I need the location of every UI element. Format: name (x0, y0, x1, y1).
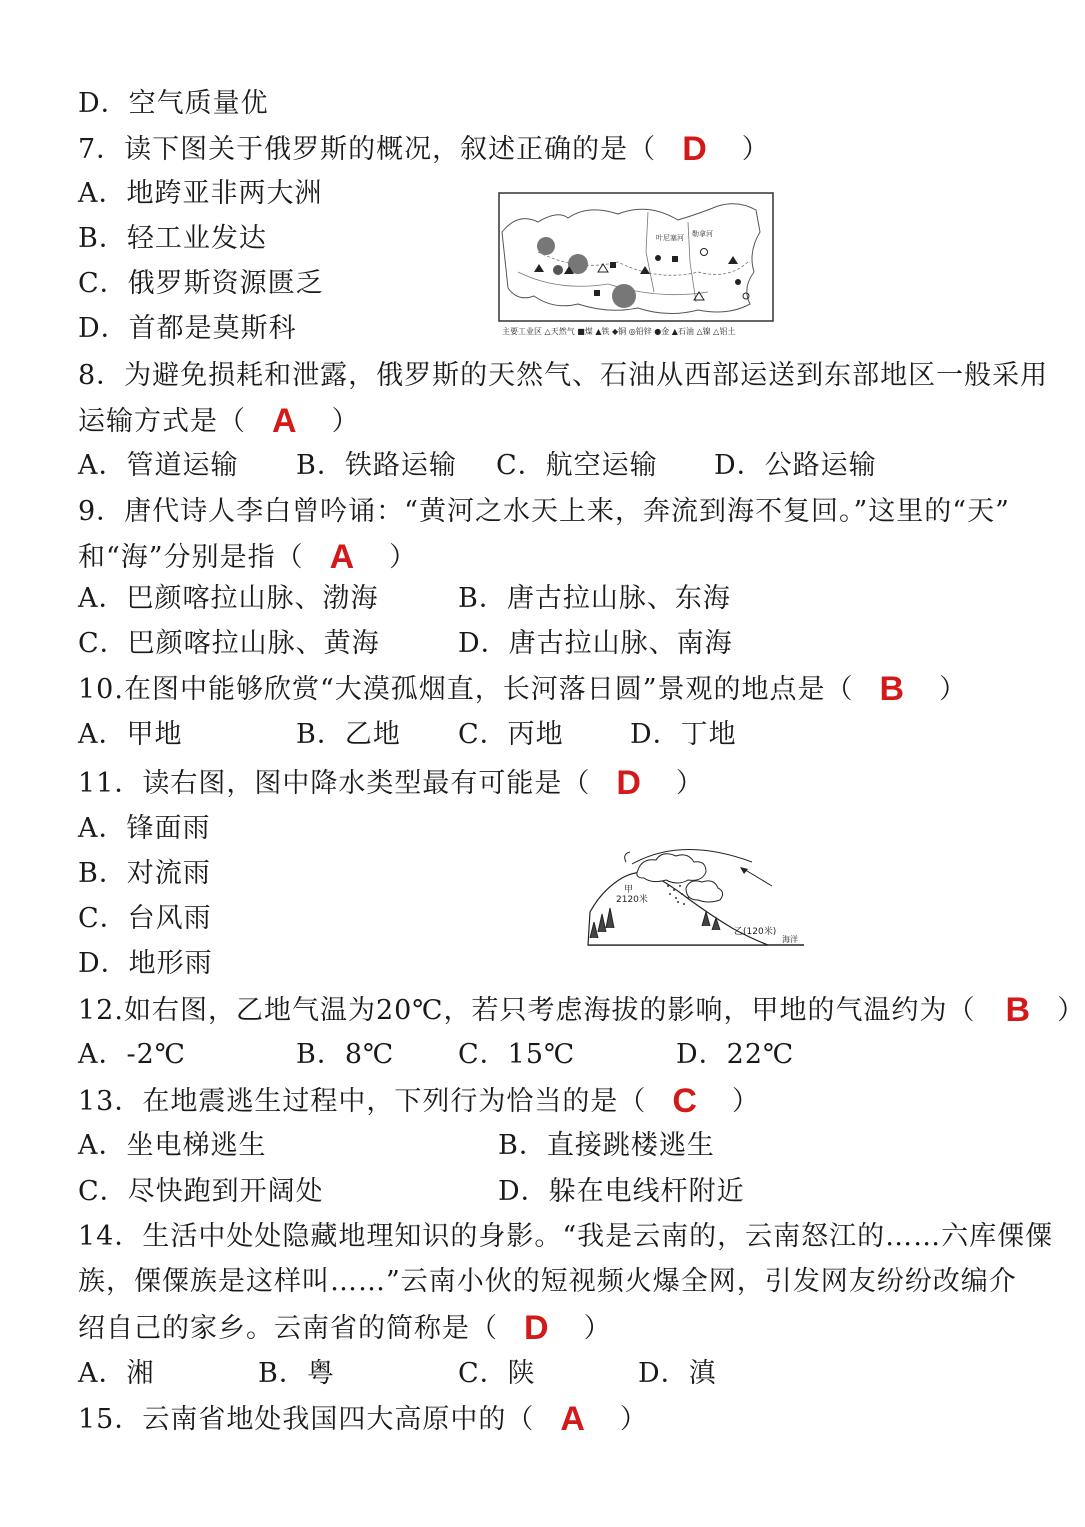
q15-answer: A (560, 1400, 586, 1438)
q10-option-d: D．丁地 (630, 719, 737, 750)
q9-stem-1: 9．唐代诗人李白曾吟诵：“黄河之水天上来，奔流到海不复回。”这里的“天” (78, 496, 1010, 527)
q13-options-1 (78, 1128, 715, 1164)
q13-option-a: A．坐电梯逃生 (78, 1130, 267, 1161)
q11-stem: 11．读右图，图中降水类型最有可能是（ D ） (78, 764, 704, 802)
q9-option-a: A．巴颜喀拉山脉、渤海 (78, 583, 379, 614)
q8-option-a: A．管道运输 (78, 450, 239, 481)
q12-option-d: D．22℃ (676, 1039, 795, 1070)
russia-map-svg (498, 192, 774, 338)
q14-answer: D (524, 1309, 550, 1347)
q11-option-b: B．对流雨 (78, 858, 211, 889)
label-jia: 甲 (624, 885, 634, 895)
q13-option-c: C．尽快跑到开阔处 (78, 1176, 324, 1207)
industrial-area-1 (537, 237, 555, 255)
q14-option-c: C．陕 (458, 1358, 536, 1389)
q9-option-c: C．巴颜喀拉山脉、黄海 (78, 628, 380, 659)
q7-stem: 7．读下图关于俄罗斯的概况，叙述正确的是（ D ） (78, 130, 770, 168)
q8-option-b: B．铁路运输 (296, 450, 457, 481)
q12-options (78, 1037, 794, 1073)
industrial-area-3 (612, 284, 636, 308)
q13-stem: 13．在地震逃生过程中，下列行为恰当的是（ C ） (78, 1082, 760, 1120)
label-jia-height: 2120米 (616, 895, 648, 905)
label-sea: 海洋 (782, 935, 798, 944)
q12-option-b: B．8℃ (296, 1039, 395, 1070)
label-yi: 乙(120米) (734, 927, 777, 937)
map-legend: 主要工业区 △天然气 ■煤 ▲铁 ◆铜 ◎铅锌 ●金 ▲石油 △镍 △铝土 (502, 327, 736, 336)
q9-stem-2: 和“海”分别是指（ A ） (78, 538, 418, 576)
q11-answer: D (616, 764, 642, 802)
q10-option-b: B．乙地 (296, 719, 401, 750)
q14-option-b: B．粤 (258, 1358, 335, 1389)
q13-option-b: B．直接跳楼逃生 (498, 1130, 715, 1161)
q14-stem-3: 绍自己的家乡。云南省的简称是（ D ） (78, 1309, 612, 1347)
q9-options-1 (78, 581, 731, 617)
q10-option-a: A．甲地 (78, 719, 183, 750)
q12-option-a: A．-2℃ (78, 1039, 187, 1070)
q8-option-c: C．航空运输 (496, 450, 658, 481)
q10-option-c: C．丙地 (458, 719, 564, 750)
q8-answer: A (272, 402, 298, 440)
q14-option-d: D．滇 (638, 1358, 717, 1389)
q7-option-b: B．轻工业发达 (78, 223, 267, 254)
q12-answer: B (1005, 991, 1032, 1029)
q15-stem: 15．云南省地处我国四大高原中的（ A ） (78, 1400, 648, 1438)
russia-map-figure (498, 192, 774, 338)
q14-stem-2: 族，傈僳族是这样叫……”云南小伙的短视频火爆全网，引发网友纷纷改编介 (78, 1266, 1017, 1297)
q14-options (78, 1356, 717, 1392)
q8-options (78, 448, 877, 484)
q7-option-a: A．地跨亚非两大洲 (78, 178, 323, 209)
q6-option-d: D．空气质量优 (78, 88, 269, 119)
q7-option-c: C．俄罗斯资源匮乏 (78, 268, 324, 299)
q7-answer: D (682, 130, 708, 168)
q11-option-d: D．地形雨 (78, 948, 213, 979)
q11-option-c: C．台风雨 (78, 903, 212, 934)
map-label-yenisei: 叶尼塞河 (656, 234, 684, 242)
q12-option-c: C．15℃ (458, 1039, 576, 1070)
q8-stem-2: 运输方式是（ A ） (78, 402, 360, 440)
q13-options-2 (78, 1174, 745, 1210)
q13-option-d: D．躲在电线杆附近 (498, 1176, 745, 1207)
q9-options-2 (78, 626, 733, 662)
q9-option-b: B．唐古拉山脉、东海 (458, 583, 731, 614)
orographic-rain-figure (582, 842, 808, 950)
q10-options (78, 717, 737, 753)
map-label-lena: 勒拿河 (692, 230, 713, 238)
q14-option-a: A．湘 (78, 1358, 155, 1389)
q8-stem-1: 8．为避免损耗和泄露，俄罗斯的天然气、石油从西部运送到东部地区一般采用 (78, 360, 1049, 391)
q9-option-d: D．唐古拉山脉、南海 (458, 628, 733, 659)
q11-option-a: A．锋面雨 (78, 813, 211, 844)
q7-option-d: D．首都是莫斯科 (78, 313, 297, 344)
q14-stem-1: 14．生活中处处隐藏地理知识的身影。“我是云南的，云南怒江的……六库傈僳 (78, 1221, 1054, 1252)
rain-figure-svg (582, 842, 808, 950)
q8-option-d: D．公路运输 (714, 450, 877, 481)
q10-answer: B (879, 670, 906, 708)
q13-answer: C (672, 1082, 698, 1120)
q9-answer: A (329, 538, 356, 576)
q12-stem: 12.如右图，乙地气温为20℃，若只考虑海拔的影响，甲地的气温约为（ B ） (78, 991, 1085, 1029)
q10-stem: 10.在图中能够欣赏“大漠孤烟直，长河落日圆”景观的地点是（ B ） (78, 670, 968, 708)
